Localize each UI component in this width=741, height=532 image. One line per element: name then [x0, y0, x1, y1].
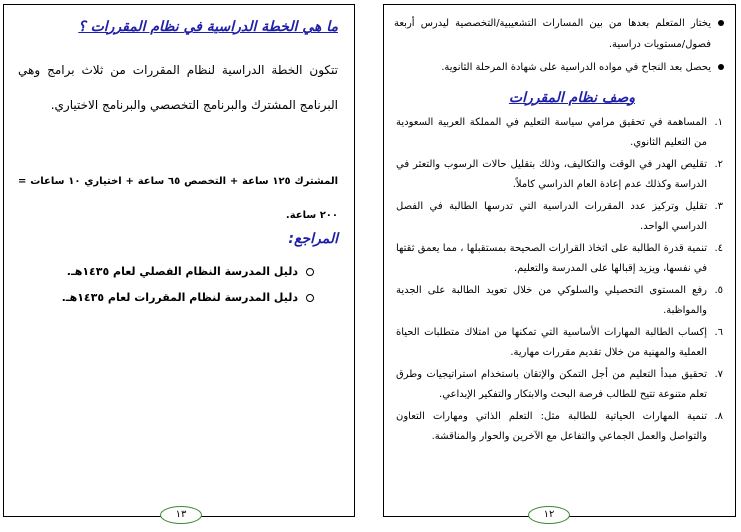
item-text: تحقيق مبدأ التعليم من أجل التمكن والإتقان باستخدام استراتيجيات وطرق تعلم متنوعة تتيح للطالب فرصة البحث والابتكار والتفكير الإبداعي. — [396, 369, 707, 400]
page-number-right: ١٢ — [528, 506, 570, 524]
list-item — [396, 239, 723, 279]
list-item — [396, 113, 723, 153]
list-item — [396, 197, 723, 237]
page-number-left: ١٣ — [160, 506, 202, 524]
study-plan-intro: تتكون الخطة الدراسية لنظام المقررات من ثلاث برامج وهي البرنامج المشترك والبرنامج التخصصي والبرنامج الاختياري. — [18, 63, 338, 112]
item-text: تقليص الهدر في الوقت والتكاليف، وذلك بتقليل حالات الرسوب والتعثر في الدراسة وكذلك عدم إعادة العام الدراسي كاملاً. — [396, 159, 707, 190]
item-text: تقليل وتركيز عدد المقررات الدراسية التي تدرسها الطالبة في الفصل الدراسي الواحد. — [396, 201, 707, 232]
reference-item: دليل المدرسة النظام الفصلي لعام ١٤٣٥هـ. — [18, 259, 314, 285]
list-item — [396, 281, 723, 321]
item-text: تنمية المهارات الحياتية للطالبة مثل: التعلم الذاتي ومهارات التعاون والتواصل والعمل الجماعي والتفاعل مع الآخرين والحوار والمناقشة. — [396, 411, 707, 442]
bullet-list — [394, 13, 725, 78]
list-item — [396, 365, 723, 405]
bullet-item: يختار المتعلم بعدها من بين المسارات التشعيبية/التخصصية ليدرس أربعة فصول/مستويات دراسية. — [394, 13, 725, 55]
item-text: تنمية قدرة الطالبة على اتخاذ القرارات الصحيحة بمستقبلها ، مما يعمق ثقتها في نفسها، ويزيد إقبالها على المدرسة والتعليم. — [396, 243, 707, 274]
item-number: ٣. — [714, 201, 723, 212]
item-number: ٢. — [714, 159, 723, 170]
references-list — [18, 259, 314, 311]
hours-formula: المشترك ١٢٥ ساعة + التخصص ٦٥ ساعة + اختياري ١٠ ساعات = ٢٠٠ ساعة. — [18, 176, 338, 221]
system-description-heading: وصف نظام المقررات — [508, 90, 635, 106]
bullet-item: يحصل بعد النجاح في مواده الدراسية على شهادة المرحلة الثانوية. — [394, 57, 725, 78]
goals-list — [396, 113, 723, 447]
item-number: ٤. — [714, 243, 723, 254]
study-plan-heading: ما هي الخطة الدراسية في نظام المقررات ؟ — [78, 19, 338, 35]
list-item — [396, 155, 723, 195]
list-item — [396, 323, 723, 363]
item-number: ٦. — [714, 327, 723, 338]
item-number: ٨. — [714, 411, 723, 422]
page-left — [3, 4, 355, 517]
item-number: ٥. — [714, 285, 723, 296]
item-text: رفع المستوى التحصيلي والسلوكي من خلال تعويد الطالبة على الجدية والمواظبة. — [396, 285, 707, 316]
item-text: إكساب الطالبة المهارات الأساسية التي تمكنها من امتلاك متطلبات الحياة العملية والمهنية من خلال تقديم مقررات مهارية. — [396, 327, 707, 358]
item-number: ٧. — [714, 369, 723, 380]
page-right — [383, 4, 736, 517]
item-text: المساهمة في تحقيق مرامي سياسة التعليم في المملكة العربية السعودية من التعليم الثانوي. — [396, 117, 707, 148]
list-item — [396, 407, 723, 447]
references-heading: المراجع: — [288, 231, 338, 247]
reference-item: دليل المدرسة لنظام المقررات لعام ١٤٣٥هـ. — [18, 285, 314, 311]
item-number: ١. — [714, 117, 723, 128]
